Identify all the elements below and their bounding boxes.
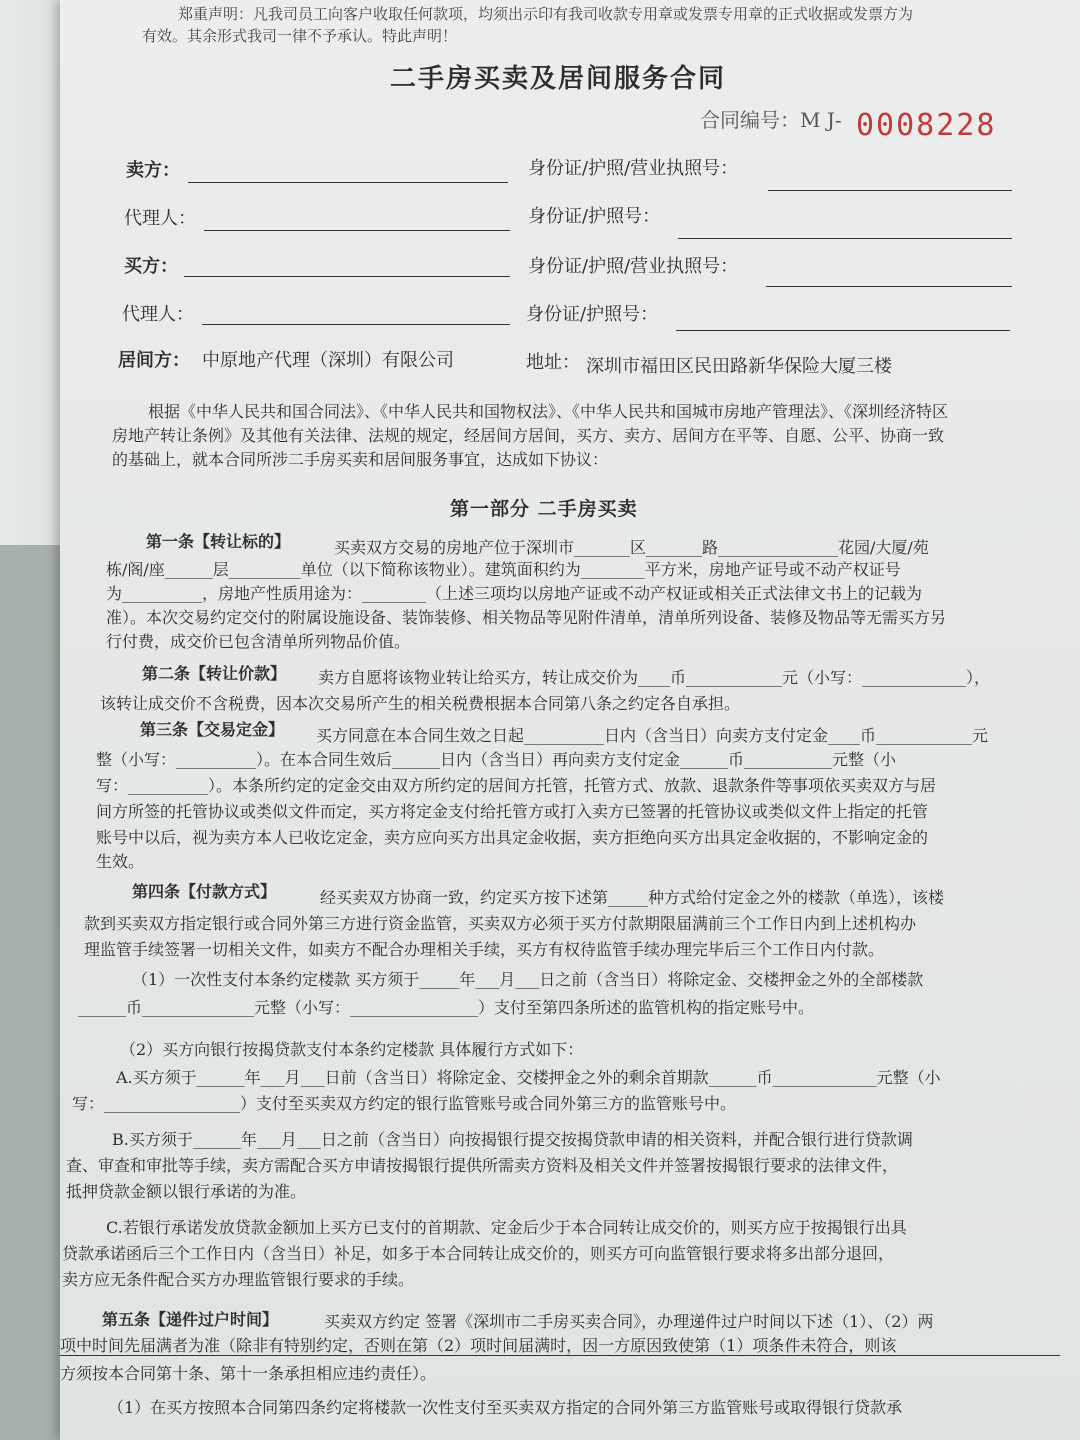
article-5-line-2: 项中时间先届满者为准（除非有特别约定，否则在第（2）项时间届满时，因一方原因致使第（1）项条件未符合，则该	[60, 1336, 897, 1355]
article-4-a-line-1: A.买方须于______年___月___日前（含当日）将除定金、交楼押金之外的剩余首期款______币_____________元整（小	[116, 1068, 941, 1087]
broker-label: 居间方：	[118, 350, 190, 371]
article-3-line-3: 写：__________）。本条所约定的定金交由双方所约定的居间方托管，托管方式、放款、退款条件等事项依买卖双方与居	[96, 776, 937, 795]
article-3-line-1: 买方同意在本合同生效之日起__________日内（含当日）向卖方支付定金____币____________元	[316, 726, 989, 745]
section-heading: 第一部分 二手房买卖	[450, 498, 638, 520]
article-3-line-6: 生效。	[96, 852, 145, 871]
article-5-line-1: 买卖双方约定 签署《深圳市二手房买卖合同》，办理递件过户时间以下述（1）、（2）两	[324, 1312, 934, 1331]
broker-name: 中原地产代理（深圳）有限公司	[202, 350, 454, 371]
seller-agent-id-field[interactable]	[678, 238, 1012, 239]
seller-id-field[interactable]	[768, 190, 1012, 191]
article-4-line-1: 经买卖双方协商一致，约定买方按下述第_____种方式给付定金之外的楼款（单选），该楼	[320, 888, 945, 907]
article-4-b-line-1: B.买方须于______年___月___日之前（含当日）向按揭银行提交按揭贷款申请的相关资料，并配合银行进行贷款调	[112, 1130, 913, 1149]
article-1-line-1: 买卖双方交易的房地产位于深圳市_______区_______路_______________花园/大厦/苑	[334, 538, 929, 557]
buyer-id-field[interactable]	[766, 286, 1012, 287]
buyer-agent-id-label: 身份证/护照号：	[526, 304, 659, 325]
article-5-line-3: 方须按本合同第十条、第十一条承担相应违约责任）。	[60, 1364, 437, 1383]
contract-number: 0008228	[856, 108, 997, 143]
background-surface	[0, 545, 62, 1440]
address-value: 深圳市福田区民田路新华保险大厦三楼	[586, 356, 892, 377]
article-4-option-1-line-1: （1）一次性支付本条约定楼款 买方须于_____年___月___日之前（含当日）将除定金、交楼押金之外的全部楼款	[132, 970, 924, 989]
article-3-line-4: 间方所签的托管协议或类似文件而定，买方将定金支付给托管方或打入卖方已签署的托管协议或类似文件上指定的托管	[96, 802, 929, 821]
document-title: 二手房买卖及居间服务合同	[390, 64, 727, 94]
seller-id-label: 身份证/护照/营业执照号：	[528, 158, 739, 179]
article-4-line-2: 款到买卖双方指定银行或合同外第三方进行资金监管，买卖双方必须于买方付款期限届满前三个工作日内到上述机构办	[84, 914, 917, 933]
seller-agent-id-label: 身份证/护照号：	[528, 206, 661, 227]
article-4-b-line-2: 查、审查和审批等手续，卖方需配合买方申请按揭银行提供所需卖方资料及相关文件并签署按揭银行要求的法律文件，	[66, 1156, 899, 1175]
article-4-b-line-3: 抵押贷款金额以银行承诺的为准。	[66, 1182, 307, 1201]
contract-sheet	[60, 0, 1080, 1440]
article-2-line-2: 该转让成交价不含税费，因本次交易所产生的相关税费根据本合同第八条之约定各自承担。	[100, 694, 741, 713]
preamble-line-1: 根据《中华人民共和国合同法》、《中华人民共和国物权法》、《中华人民共和国城市房地产管理法》、《深圳经济特区	[148, 402, 949, 421]
article-3-line-5: 账号中以后，视为卖方本人已收讫定金，卖方应向买方出具定金收据，卖方拒绝向买方出具定金收据的，不影响定金的	[96, 828, 929, 847]
article-4-heading: 第四条【付款方式】	[132, 882, 277, 901]
address-label: 地址：	[526, 352, 580, 373]
seller-label: 卖方：	[126, 160, 180, 181]
article-1-line-3: 为__________，房地产性质用途为：________（上述三项均以房地产证或不动产权证或相关正式法律文书上的记载为	[106, 584, 923, 603]
seller-agent-label: 代理人：	[124, 208, 196, 229]
seller-agent-field[interactable]	[204, 230, 510, 231]
seller-field[interactable]	[188, 182, 508, 183]
buyer-agent-id-field[interactable]	[676, 330, 1010, 331]
article-2-heading: 第二条【转让价款】	[142, 664, 287, 683]
buyer-label: 买方：	[124, 256, 178, 277]
buyer-agent-label: 代理人：	[122, 304, 194, 325]
buyer-id-label: 身份证/护照/营业执照号：	[528, 256, 739, 277]
article-5-heading: 第五条【递件过户时间】	[102, 1310, 279, 1329]
notice-line-2: 有效。其余形式我司一律不予承认。特此声明！	[142, 27, 458, 45]
article-4-c-line-3: 卖方应无条件配合买方办理监管银行要求的手续。	[62, 1270, 415, 1289]
article-4-a-line-2: 写：_________________）支付至买卖双方约定的银行监管账号或合同外第三方的监管账号中。	[72, 1094, 737, 1113]
article-3-heading: 第三条【交易定金】	[140, 720, 285, 739]
article-4-option-2: （2）买方向银行按揭贷款支付本条约定楼款 具体履行方式如下：	[120, 1040, 584, 1059]
article-4-option-1-line-2: ______币______________元整（小写：________________）支付至第四条所述的监管机构的指定账号中。	[78, 998, 815, 1017]
article-1-line-5: 行付费，成交价已包含清单所列物品价值。	[106, 632, 411, 651]
article-4-line-3: 理监管手续签署一切相关文件，如卖方不配合办理相关手续，买方有权待监管手续办理完毕后三个工作日内付款。	[84, 940, 885, 959]
preamble-line-2: 房地产转让条例》及其他有关法律、法规的规定，经居间方居间，买方、卖方、居间方在平等、自愿、公平、协商一致	[112, 426, 945, 445]
article-4-c-line-1: C.若银行承诺发放贷款金额加上买方已支付的首期款、定金后少于本合同转让成交价的，则买方应于按揭银行出具	[106, 1218, 907, 1237]
article-2-line-1: 卖方自愿将该物业转让给买方，转让成交价为____币____________元（小写：_____________），	[318, 668, 991, 687]
article-4-c-line-2: 贷款承诺函后三个工作日内（含当日）补足，如多于本合同转让成交价的，则买方可向监管银行要求将多出部分退回，	[62, 1244, 895, 1263]
buyer-agent-field[interactable]	[202, 324, 510, 325]
contract-number-label: 合同编号：M J-	[700, 108, 842, 132]
buyer-field[interactable]	[184, 276, 510, 277]
notice-line-1: 郑重声明：凡我司员工向客户收取任何款项，均须出示印有我司收款专用章或发票专用章的正式收据或发票方为	[178, 5, 914, 23]
article-1-line-2: 栋/阁/座______层_________单位（以下简称该物业）。建筑面积约为________平方米，房地产证号或不动产权证号	[106, 560, 901, 579]
article-1-line-4: 准）。本次交易约定交付的附属设施设备、装饰装修、相关物品等见附件清单，清单所列设备、装修及物品等无需买方另	[106, 608, 947, 627]
article-3-line-2: 整（小写：__________）。在本合同生效后______日内（含当日）再向卖方支付定金______币___________元整（小	[96, 750, 897, 769]
preamble-line-3: 的基础上，就本合同所涉二手房买卖和居间服务事宜，达成如下协议：	[112, 450, 609, 469]
article-5-line-4: （1）在买方按照本合同第四条约定将楼款一次性支付至买卖双方指定的合同外第三方监管账号或取得银行贷款承	[108, 1398, 903, 1417]
article-1-heading: 第一条【转让标的】	[146, 532, 291, 551]
